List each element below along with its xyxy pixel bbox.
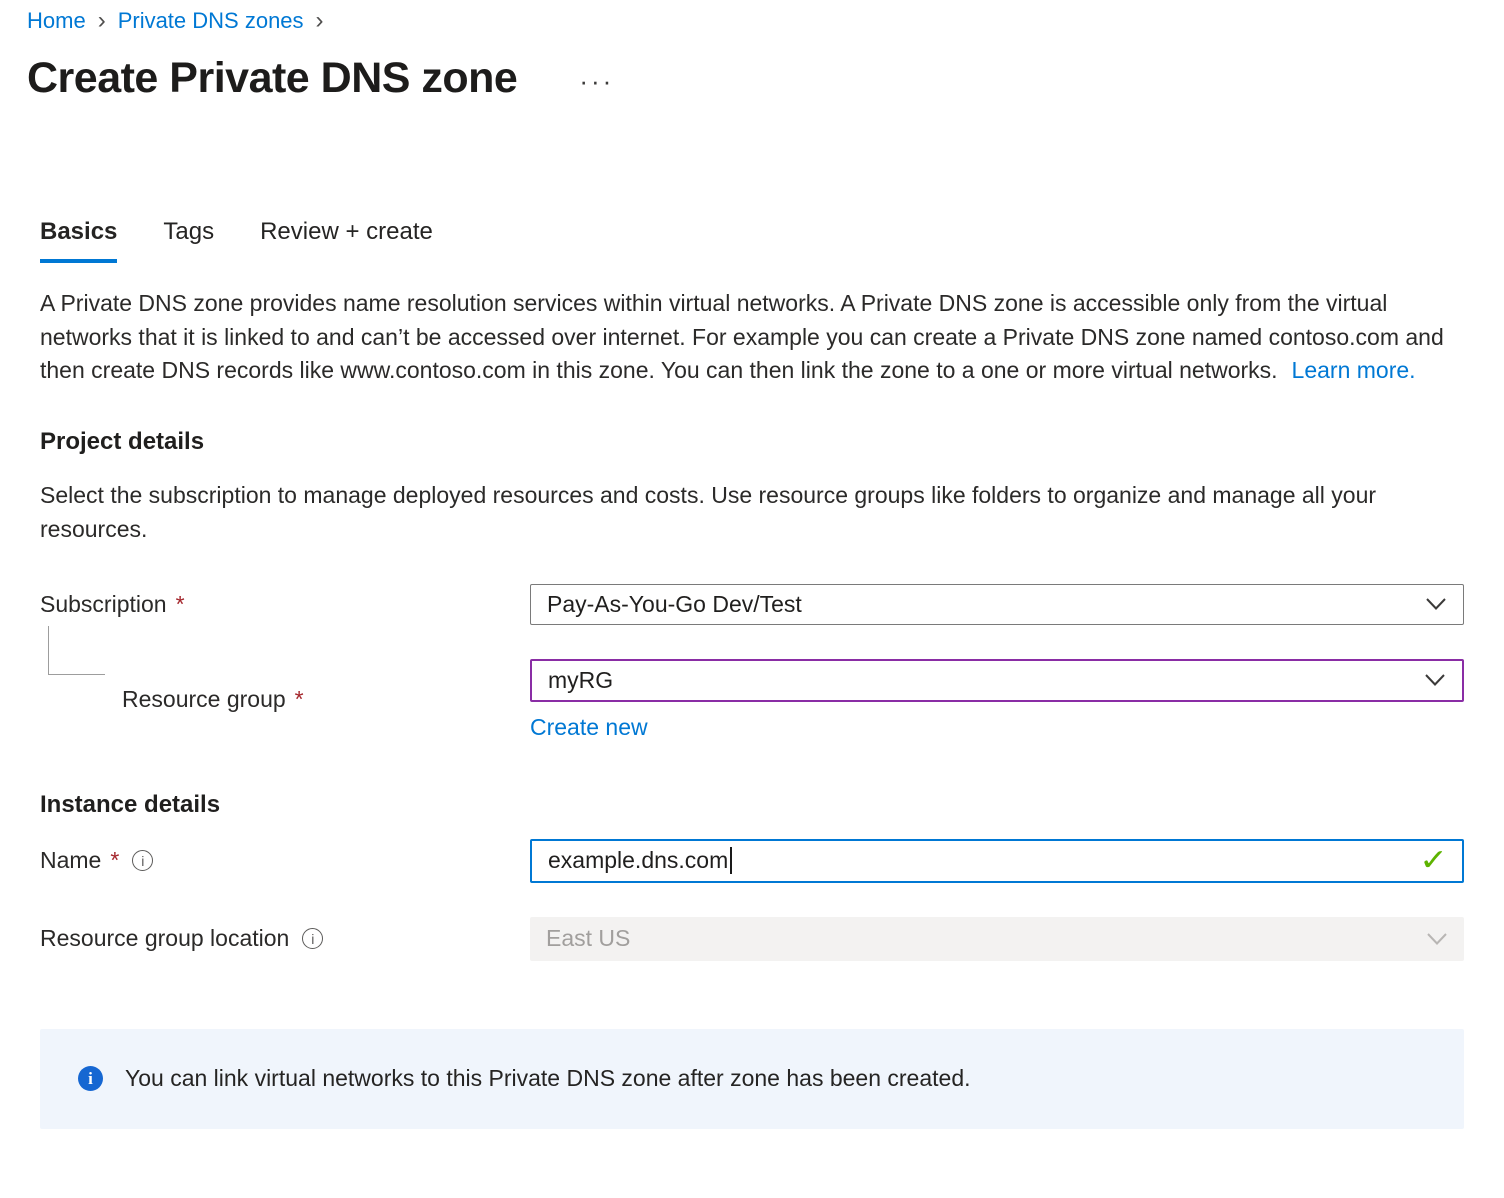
chevron-right-icon: ›: [315, 7, 324, 34]
resource-group-label-text: Resource group: [122, 686, 286, 712]
info-icon: i: [78, 1066, 103, 1091]
subscription-value: Pay-As-You-Go Dev/Test: [547, 590, 802, 617]
chevron-down-icon: [1426, 932, 1448, 946]
info-icon[interactable]: i: [132, 850, 153, 871]
resource-group-label: [40, 686, 530, 713]
tab-review-create[interactable]: Review + create: [260, 218, 433, 245]
project-details-form: [40, 584, 1464, 741]
resource-group-row: [40, 659, 1464, 741]
subscription-row: [40, 584, 1464, 625]
location-label: [40, 925, 530, 952]
name-label-text: Name: [40, 847, 102, 873]
hierarchy-connector-line: [48, 626, 49, 674]
required-asterisk: *: [175, 590, 185, 617]
more-options-icon[interactable]: ···: [579, 65, 615, 96]
subscription-label: [40, 591, 530, 618]
name-row: [40, 839, 1464, 883]
project-details-heading: Project details: [40, 427, 205, 455]
name-label: [40, 847, 530, 874]
breadcrumb: [27, 0, 1464, 34]
resource-group-dropdown[interactable]: [530, 659, 1464, 702]
chevron-right-icon: ›: [97, 7, 106, 34]
name-input-value: example.dns.com: [548, 847, 729, 873]
info-banner: [40, 1029, 1464, 1129]
location-dropdown: [530, 917, 1464, 961]
page-header: [27, 54, 1464, 102]
tab-bar: [40, 218, 1464, 263]
info-icon[interactable]: i: [302, 928, 323, 949]
subscription-label-text: Subscription: [40, 590, 167, 617]
learn-more-link[interactable]: Learn more.: [1291, 357, 1416, 383]
required-asterisk: *: [110, 847, 120, 873]
breadcrumb-link-home[interactable]: Home: [27, 8, 86, 33]
breadcrumb-link-private-dns-zones[interactable]: Private DNS zones: [117, 8, 304, 33]
chevron-down-icon: [1424, 673, 1446, 687]
tab-tags[interactable]: Tags: [163, 218, 215, 245]
create-new-link[interactable]: Create new: [530, 713, 648, 740]
location-label-text: Resource group location: [40, 925, 290, 951]
name-input[interactable]: [530, 839, 1464, 883]
text-cursor: [730, 847, 732, 874]
required-asterisk: *: [294, 686, 304, 712]
hierarchy-connector-line: [48, 674, 105, 675]
tab-basics[interactable]: Basics: [40, 218, 117, 263]
intro-paragraph: [40, 287, 1452, 388]
project-details-description: Select the subscription to manage deployed resources and costs. Use resource groups like folders to organize and manage all your resources.: [40, 481, 1377, 542]
instance-details-form: [40, 839, 1464, 961]
valid-checkmark-icon: ✓: [1418, 844, 1448, 877]
instance-details-heading: Instance details: [40, 790, 221, 818]
chevron-down-icon: [1425, 597, 1447, 611]
location-row: [40, 917, 1464, 961]
resource-group-value: myRG: [548, 666, 614, 693]
page-title: Create Private DNS zone: [27, 54, 518, 102]
subscription-dropdown[interactable]: [530, 584, 1464, 625]
info-banner-message: You can link virtual networks to this Private DNS zone after zone has been created.: [125, 1065, 971, 1091]
location-value: East US: [546, 925, 631, 951]
intro-text: A Private DNS zone provides name resolution services within virtual networks. A Private DNS zone is accessible only from the virtual networks that it is linked to and can’t be accessed over internet. For example you can create a Private DNS zone named contoso.com and then create DNS records like www.contoso.com in this zone. You can then link the zone to a one or more virtual networks.: [40, 290, 1444, 383]
